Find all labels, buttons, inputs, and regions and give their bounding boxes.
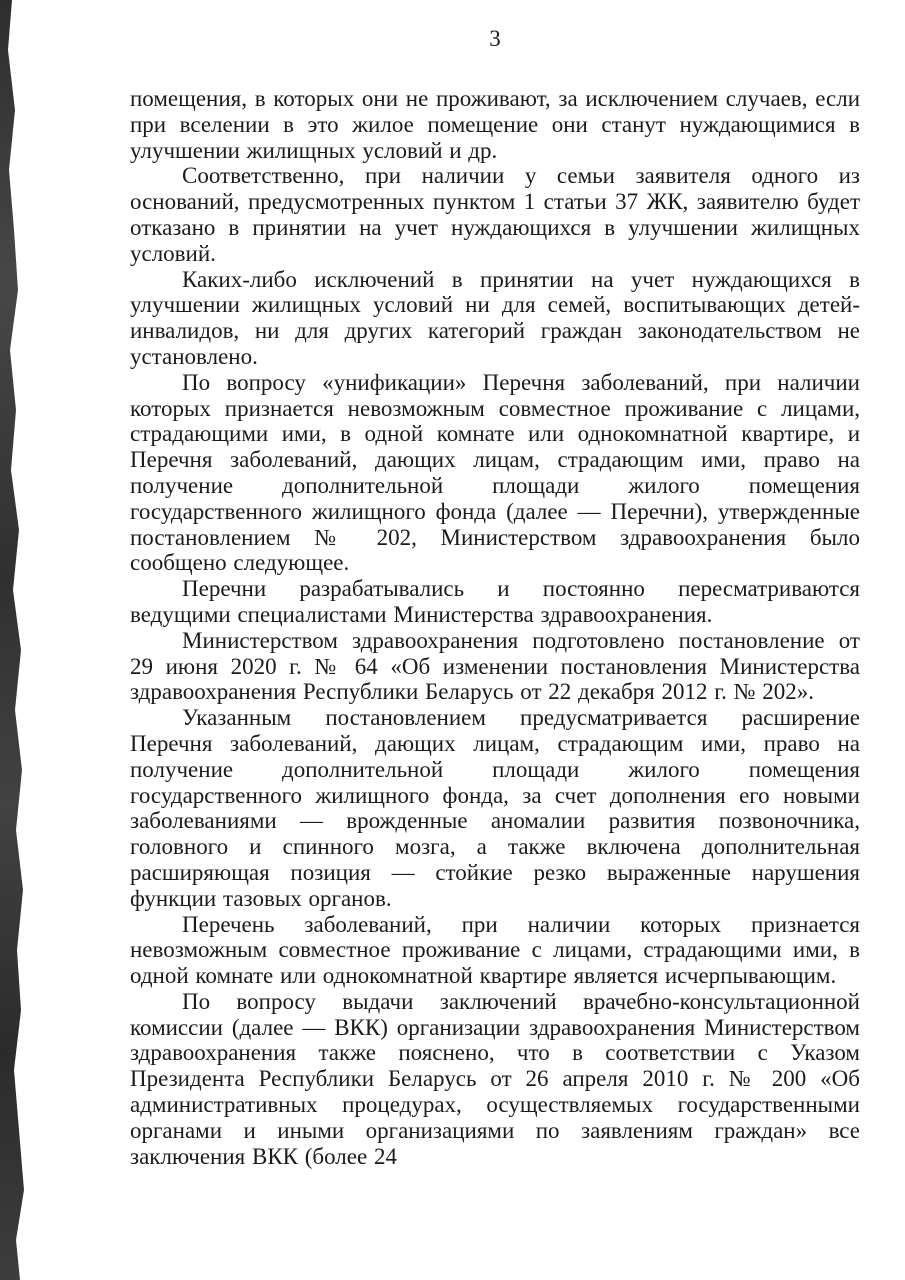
scan-edge-artifact <box>0 0 26 1280</box>
paragraph: Перечни разрабатывались и постоянно пересматриваются ведущими специалистами Министерства здравоохранения. <box>130 576 860 627</box>
paragraph: Соответственно, при наличии у семьи заявителя одного из оснований, предусмотренных пунктом 1 статьи 37 ЖК, заявителю будет отказано в принятии на учет нуждающихся в улучшении жилищных условий. <box>130 163 860 266</box>
page-number: 3 <box>489 26 501 51</box>
document-body <box>130 86 860 1169</box>
paragraph: Каких-либо исключений в принятии на учет нуждающихся в улучшении жилищных условий ни для семей, воспитывающих детей-инвалидов, ни для других категорий граждан законодательством не установлено. <box>130 266 860 369</box>
paragraph: Перечень заболеваний, при наличии которых признается невозможным совместное проживание с лицами, страдающими ими, в одной комнате или однокомнатной квартире является исчерпывающим. <box>130 911 860 989</box>
paragraph: По вопросу выдачи заключений врачебно-консультационной комиссии (далее — ВКК) организации здравоохранения Министерством здравоохранения также пояснено, что в соответствии с Указом Президента Республики Беларусь от 26 апреля 2010 г. № 200 «Об административных процедурах, осуществляемых государственными органами и иными организациями по заявлениям граждан» все заключения ВКК (более 24 <box>130 988 860 1169</box>
page-content <box>130 26 860 1169</box>
paragraph: помещения, в которых они не проживают, за исключением случаев, если при вселении в это жилое помещение они станут нуждающимися в улучшении жилищных условий и др. <box>130 86 860 163</box>
paragraph: По вопросу «унификации» Перечня заболеваний, при наличии которых признается невозможным совместное проживание с лицами, страдающими ими, в одной комнате или однокомнатной квартире, и Перечня заболеваний, дающих лицам, страдающим ими, право на получение дополнительной площади жилого помещения государственного жилищного фонда (далее — Перечни), утвержденные постановлением № 202, Министерством здравоохранения было сообщено следующее. <box>130 369 860 576</box>
paragraph: Указанным постановлением предусматривается расширение Перечня заболеваний, дающих лицам, страдающим ими, право на получение дополнительной площади жилого помещения государственного жилищного фонда, за счет дополнения его новыми заболеваниями — врожденные аномалии развития позвоночника, головного и спинного мозга, а также включена дополнительная расширяющая позиция — стойкие резко выраженные нарушения функции тазовых органов. <box>130 705 860 911</box>
paragraph: Министерством здравоохранения подготовлено постановление от 29 июня 2020 г. № 64 «Об изменении постановления Министерства здравоохранения Республики Беларусь от 22 декабря 2012 г. № 202». <box>130 627 860 705</box>
